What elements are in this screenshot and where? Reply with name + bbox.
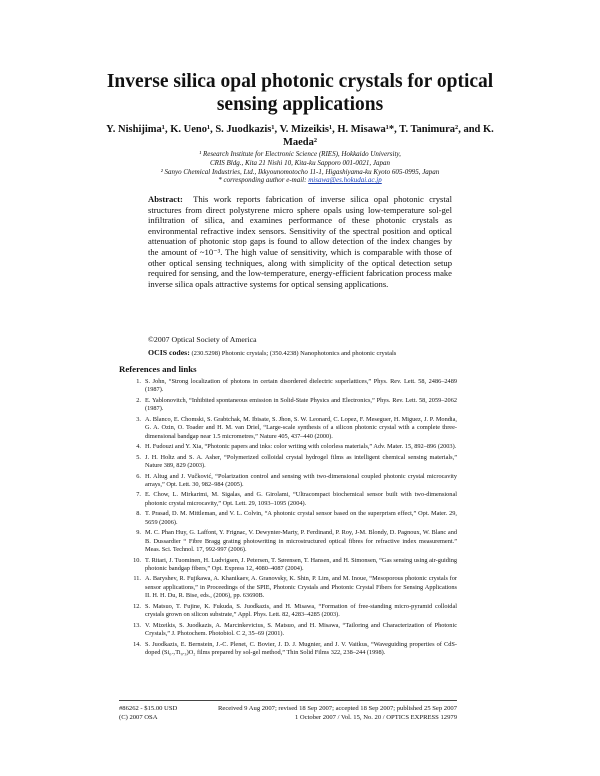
reference-number: 13. [133, 621, 141, 629]
affiliation-line: ² Sanyo Chemical Industries, Ltd., Ikkyounomotocho 11-1, Higashiyama-ku Kyoto 605-0995, Japan [160, 167, 440, 176]
reference-number: 11. [133, 575, 141, 583]
affiliations [110, 150, 490, 185]
reference-list [119, 378, 457, 660]
reference-item [119, 473, 457, 490]
reference-number: 3. [136, 415, 141, 423]
reference-text: S. John, “Strong localization of photons in certain disordered dielectric superlattices,” Phys. Rev. Lett. 58, 2486–2489 (1987). [145, 378, 457, 394]
reference-text: T. Prasad, D. M. Mittleman, and V. L. Colvin, “A photonic crystal sensor based on the superprism effect,” Opt. Mater. 29, 5659 (2006). [145, 510, 457, 526]
reference-item [119, 575, 457, 600]
article-price: #86262 - $15.00 USD [119, 705, 178, 712]
reference-number: 6. [136, 472, 141, 480]
reference-item [119, 378, 457, 395]
author-list: Y. Nishijima¹, K. Ueno¹, S. Juodkazis¹, V. Mizeikis¹, H. Misawa¹*, T. Tanimura², and K. Maeda² [106, 124, 494, 148]
reference-text: S. Matsuo, T. Fujine, K. Fukuda, S. Juodkazis, and H. Misawa, “Formation of free-standing micro-pyramid colloidal crystals grown on silicon substrate,” Appl. Phys. Lett. 82, 4283–4285 (2003). [145, 602, 457, 619]
reference-number: 10. [133, 556, 141, 564]
corresponding-author [110, 176, 490, 185]
reference-text: A. Baryshev, R. Fujikawa, A. Khanikaev, A. Granovsky, K. Shin, P. Lim, and M. Inoue, “Mesoporous photonic crystals for sensor applications,” in Proceedings of the SPIE, Photonic Crystals and Photonic Crystal Fibers for Sensing Applications II. H. H. Du, R. Bise, eds., (2006), pp. 63690B. [145, 575, 457, 600]
footer-row [119, 714, 457, 723]
reference-number: 1. [136, 378, 141, 385]
ocis-text: (230.5298) Photonic crystals; (350.4238) Nanophotonics and photonic crystals [191, 350, 397, 357]
reference-item [119, 397, 457, 414]
reference-number: 14. [133, 640, 141, 648]
reference-item [119, 491, 457, 508]
ocis-codes [148, 348, 468, 358]
reference-text: T. Ritari, J. Tuominen, H. Ludvigsen, J. Petersen, T. Sørensen, T. Hansen, and H. Simonsen, “Gas sensing using air-guiding photonic bandgap fibers,” Opt. Express 12, 4080–4087 (2004). [145, 556, 457, 572]
abstract-text: This work reports fabrication of inverse silica opal photonic crystal structures from direct polystyrene micro sphere opals using low-temperature sol-gel infiltration of silica, and examines performance of these photonic crystals as environmental refractive index sensors. Sensitivity of the spectral position and optical attenuation of photonic stop gaps is found to allow detection of the index changes by the amount of ~10⁻³. The high value of sensitivity, which is comparable with those of other optical sensing techniques, along with simplicity of the optical detection setup required for sensing, and the low-temperature, energy-efficient fabrication process make inverse silica opals attractive systems for optical sensing applications. [148, 194, 452, 289]
affiliation-line: CRIS Bldg., Kita 21 Nishi 10, Kita-ku Sapporo 001-0021, Japan [210, 158, 390, 167]
reference-text: H. Altug and J. Vučković, “Polarization control and sensing with two-dimensional coupled photonic crystal microcavity arrays,” Opt. Lett. 30, 982–984 (2005). [145, 472, 457, 488]
reference-item [119, 529, 457, 554]
corresponding-label: * corresponding author e-mail: [218, 176, 309, 185]
reference-item [119, 443, 457, 451]
copyright-notice: ©2007 Optical Society of America [148, 335, 257, 344]
reference-text: E. Chow, L. Mirkarimi, M. Sigalas, and G. Girolami, “Ultracompact biochemical sensor built with two-dimensional photonic crystal microcavity,” Opt. Lett. 29, 1093–1095 (2004). [145, 491, 457, 507]
abstract [148, 194, 452, 289]
publication-history: Received 9 Aug 2007; revised 18 Sep 2007; accepted 18 Sep 2007; published 25 Sep 2007 [218, 705, 457, 712]
ocis-label: OCIS codes: [148, 348, 190, 357]
footer-row [119, 705, 457, 714]
reference-number: 9. [136, 529, 141, 537]
references-heading: References and links [119, 364, 197, 374]
reference-text: H. Fudouzi and Y. Xia, “Photonic papers and inks: color writing with colorless materials,” Adv. Mater. 15, 892–896 (2003). [145, 443, 457, 451]
reference-number: 2. [136, 396, 141, 404]
reference-number: 4. [136, 443, 141, 451]
reference-item [119, 641, 457, 658]
reference-number: 8. [136, 510, 141, 518]
reference-item [119, 557, 457, 574]
reference-text: E. Yablonovitch, “Inhibited spontaneous emission in Solid-State Physics and Electronics,” Phys. Rev. Lett. 58, 2059–2062 (1987). [145, 396, 457, 413]
reference-text: A. Blanco, E. Chomski, S. Grabtchak, M. Ibisate, S. Jhon, S. W. Leonard, C. Lopez, F. Meseguer, H. Miguez, J. P. Mondia, G. A. Ozin, O. Toader and H. M. van Driel, “Large-scale synthesis of a silicon photonic crystal with a complete three-dimensional bandgap near 1.5 micrometres,” Nature 405, 437–440 (2000). [145, 415, 457, 440]
reference-number: 12. [133, 602, 141, 610]
abstract-label: Abstract: [148, 194, 183, 204]
reference-text: S. Juodkazis, E. Bernstein, J.-C. Plenet, C. Bovier, J. D. J. Mugnier, and J. V. Vaitkus, “Waveguiding properties of CdS-doped (Si₀.₇Ti₀.₃)O₂ films prepared by sol-gel method,” Thin Solid Films 322, 238–244 (1998). [145, 640, 457, 656]
reference-item [119, 510, 457, 527]
reference-text: M. C. Phan Huy, G. Laffont, Y. Frignac, V. Dewynter-Marty, P. Ferdinand, P. Roy, J-M. Blondy, D. Pagnoux, W. Blanc and B. Dussardier “ Fibre Bragg grating photowriting in microstructured optical fibres for refractive index measurement.” Meas. Sci. Technol. 17, 992-997 (2006). [145, 529, 457, 554]
paper-title: Inverse silica opal photonic crystals for optical sensing applications [106, 71, 494, 115]
reference-number: 5. [136, 453, 141, 461]
reference-text: J. H. Holtz and S. A. Asher, “Polymerized colloidal crystal hydrogel films as intelligent chemical sensing materials,” Nature 389, 829 (2003). [145, 453, 457, 470]
page-footer [119, 700, 457, 722]
journal-citation: 1 October 2007 / Vol. 15, No. 20 / OPTICS EXPRESS 12979 [294, 713, 457, 721]
reference-text: V. Mizeikis, S. Juodkazis, A. Marcinkevicius, S. Matsuo, and H. Misawa, “Tailoring and Characterization of Photonic Crystals,” J. Photochem. Photobiol. C 2, 35–69 (2001). [145, 621, 457, 638]
footer-copyright: (C) 2007 OSA [119, 713, 158, 721]
reference-item [119, 622, 457, 639]
reference-item [119, 603, 457, 620]
reference-item [119, 416, 457, 441]
reference-number: 7. [136, 491, 141, 499]
email-link[interactable]: misawa@es.hokudai.ac.jp [308, 176, 382, 185]
reference-item [119, 454, 457, 471]
affiliation-line: ¹ Research Institute for Electronic Science (RIES), Hokkaido University, [199, 150, 401, 158]
